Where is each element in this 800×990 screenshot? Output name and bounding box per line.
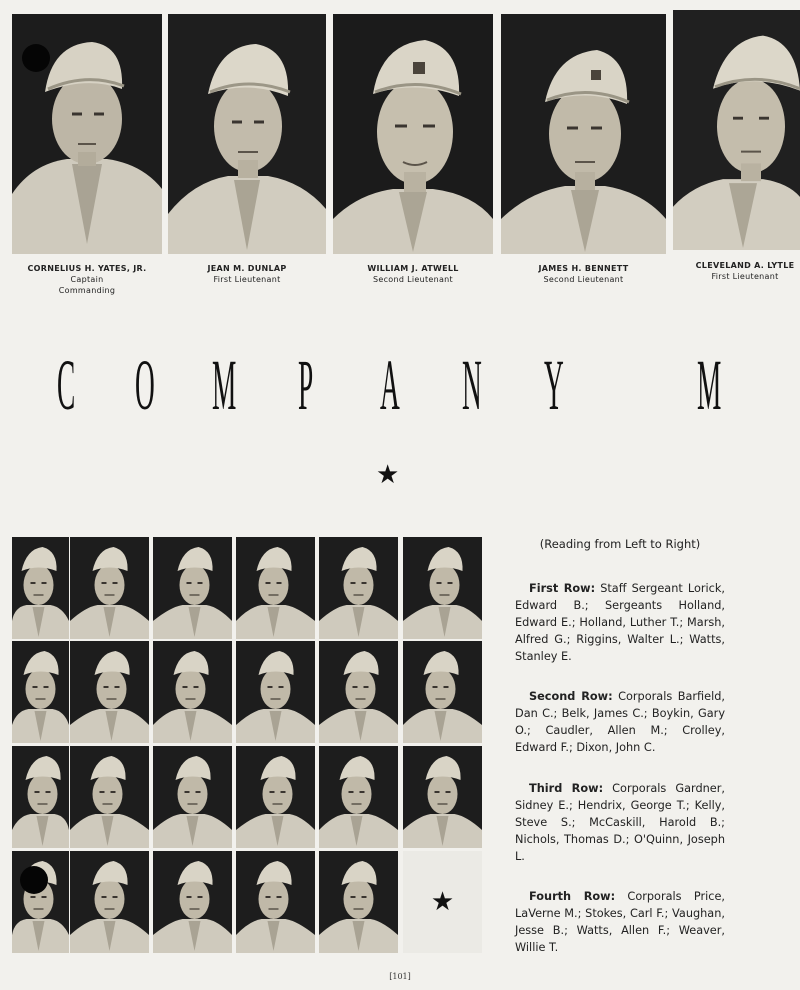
portrait-image bbox=[153, 537, 232, 639]
row-label: Third Row: bbox=[529, 782, 604, 795]
page-number: [101] bbox=[389, 972, 411, 981]
officer-caption bbox=[690, 260, 800, 282]
portrait-image bbox=[236, 746, 315, 848]
officer-name: CORNELIUS H. YATES, JR. bbox=[27, 264, 147, 273]
reading-note: (Reading from Left to Right) bbox=[539, 537, 701, 551]
enlisted-portrait bbox=[236, 851, 315, 953]
officer-photo-atwell bbox=[333, 14, 493, 254]
enlisted-portrait bbox=[12, 746, 69, 848]
portrait-image bbox=[403, 746, 482, 848]
enlisted-portrait bbox=[319, 641, 398, 743]
officer-caption bbox=[501, 263, 666, 285]
enlisted-portrait bbox=[236, 641, 315, 743]
star-icon: ★ bbox=[430, 887, 455, 917]
enlisted-portrait bbox=[12, 851, 69, 953]
enlisted-portrait bbox=[319, 746, 398, 848]
portrait-image bbox=[333, 14, 493, 254]
officer-name: WILLIAM J. ATWELL bbox=[367, 264, 459, 273]
officer-rank: First Lieutenant bbox=[711, 272, 779, 281]
enlisted-portrait bbox=[153, 641, 232, 743]
officer-photo-lytle bbox=[673, 10, 800, 250]
officer-name: CLEVELAND A. LYTLE bbox=[695, 261, 795, 270]
portrait-image bbox=[70, 746, 149, 848]
portrait-image bbox=[153, 746, 232, 848]
portrait-image bbox=[319, 641, 398, 743]
portrait-image bbox=[673, 10, 800, 250]
row-names: Corporals Gardner, Sidney E.; Hendrix, George T.; Kelly, Steve S.; McCaskill, Harold B.; Nichols, Thomas D.; O'Quinn, Joseph L. bbox=[515, 782, 725, 863]
title-letter: A bbox=[380, 345, 400, 425]
officer-rank: Second Lieutenant bbox=[543, 275, 624, 284]
row-names: Staff Sergeant Lorick, Edward B.; Sergeants Holland, Edward E.; Holland, Luther T.; Marsh, Alfred G.; Riggins, Walter L.; Watts, Stanley E. bbox=[515, 582, 725, 663]
enlisted-portrait bbox=[153, 746, 232, 848]
enlisted-portrait bbox=[70, 851, 149, 953]
enlisted-portrait bbox=[403, 641, 482, 743]
row-names: Corporals Price, LaVerne M.; Stokes, Carl F.; Vaughan, Jesse B.; Watts, Allen F.; Weaver, Willie T. bbox=[515, 890, 725, 954]
portrait-image bbox=[12, 746, 69, 848]
star-icon: ★ bbox=[376, 460, 400, 490]
enlisted-portrait bbox=[70, 746, 149, 848]
portrait-image bbox=[236, 537, 315, 639]
officer-rank: First Lieutenant bbox=[213, 275, 281, 284]
title-letter: M bbox=[697, 345, 722, 425]
row-label: Fourth Row: bbox=[529, 890, 616, 903]
enlisted-portrait bbox=[70, 537, 149, 639]
officer-rank: Second Lieutenant bbox=[373, 275, 453, 284]
officer-photo-bennett bbox=[501, 14, 666, 254]
enlisted-portrait bbox=[153, 851, 232, 953]
enlisted-portrait bbox=[403, 746, 482, 848]
row-names: Corporals Barfield, Dan C.; Belk, James C.; Boykin, Gary O.; Caudler, Allen M.; Crolley, Edward F.; Dixon, John C. bbox=[515, 690, 725, 754]
title-letter: C bbox=[57, 345, 76, 425]
portrait-image bbox=[12, 851, 69, 953]
portrait-image bbox=[319, 537, 398, 639]
row-caption-second bbox=[515, 688, 725, 756]
portrait-image bbox=[168, 14, 326, 254]
portrait-image bbox=[501, 14, 666, 254]
binder-hole bbox=[22, 44, 50, 72]
portrait-image bbox=[403, 537, 482, 639]
enlisted-portrait bbox=[403, 537, 482, 639]
portrait-image bbox=[12, 641, 69, 743]
enlisted-portrait bbox=[236, 746, 315, 848]
enlisted-portrait bbox=[319, 537, 398, 639]
portrait-image bbox=[153, 851, 232, 953]
portrait-image bbox=[70, 851, 149, 953]
title-letter: M bbox=[212, 345, 237, 425]
row-caption-first bbox=[515, 580, 725, 665]
officer-name: JAMES H. BENNETT bbox=[538, 264, 629, 273]
enlisted-portrait bbox=[12, 641, 69, 743]
enlisted-portrait bbox=[319, 851, 398, 953]
page-title bbox=[0, 345, 800, 425]
enlisted-portrait bbox=[70, 641, 149, 743]
portrait-image bbox=[403, 641, 482, 743]
portrait-image bbox=[153, 641, 232, 743]
title-letter: O bbox=[135, 345, 155, 425]
title-letter: N bbox=[462, 345, 482, 425]
officer-caption bbox=[168, 263, 326, 285]
officer-caption bbox=[333, 263, 493, 285]
enlisted-portrait bbox=[236, 537, 315, 639]
portrait-image bbox=[236, 641, 315, 743]
row-label: Second Row: bbox=[529, 690, 613, 703]
enlisted-portrait bbox=[12, 537, 69, 639]
officer-rank: Captain bbox=[70, 275, 104, 284]
portrait-image bbox=[12, 537, 69, 639]
portrait-image bbox=[70, 537, 149, 639]
title-letter: P bbox=[298, 345, 314, 425]
portrait-image bbox=[236, 851, 315, 953]
portrait-image bbox=[319, 746, 398, 848]
row-caption-third bbox=[515, 780, 725, 865]
binder-hole bbox=[20, 866, 48, 894]
row-caption-fourth bbox=[515, 888, 725, 956]
row-label: First Row: bbox=[529, 582, 596, 595]
officer-name: JEAN M. DUNLAP bbox=[207, 264, 287, 273]
officer-role: Commanding bbox=[58, 286, 116, 295]
title-letter: Y bbox=[544, 345, 564, 425]
portrait-image bbox=[70, 641, 149, 743]
portrait-image bbox=[319, 851, 398, 953]
star-panel bbox=[403, 851, 482, 953]
enlisted-portrait bbox=[153, 537, 232, 639]
officer-caption bbox=[12, 263, 162, 296]
officer-photo-dunlap bbox=[168, 14, 326, 254]
